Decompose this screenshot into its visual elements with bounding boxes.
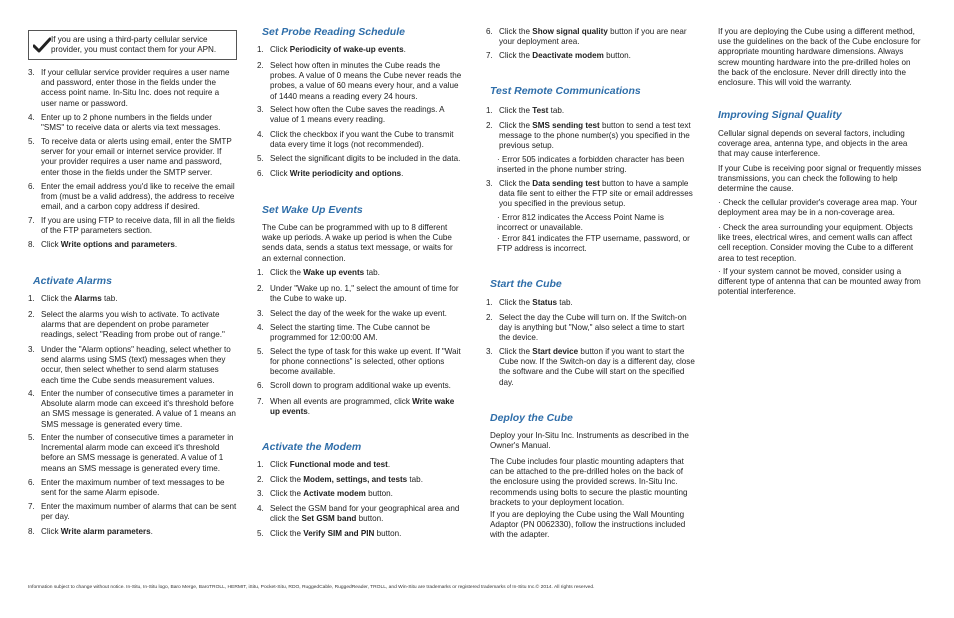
error-note: · Error 841 indicates the FTP username, password, or FTP address is incorrect. — [497, 234, 690, 254]
section-heading-alarms: Activate Alarms — [33, 275, 112, 287]
checkmark-icon — [33, 37, 51, 53]
paragraph: Deploy your In-Situ Inc. Instruments as described in the Owner's Manual. — [490, 431, 689, 451]
paragraph: If you are deploying the Cube using a different method, use the guidelines on the back of the Cube enclosure for appropriate mounting hardware dimensions. Always screw mounting hardware into the pre-drilled holes on the back of the enclosure. Never drill directly into the enclosure. This will void the warranty. — [718, 27, 921, 88]
paragraph: If your Cube is receiving poor signal or frequently misses transmissions, you can check the following to help determine the cause. — [718, 164, 922, 194]
error-note: · Error 505 indicates a forbidden character has been inserted in the phone number string. — [497, 155, 685, 175]
error-note: · Error 812 indicates the Access Point Name is incorrect or unavailable. — [497, 213, 664, 233]
paragraph: · Check the area surrounding your equipment. Objects like trees, electrical wires, and cement walls can affect cell reception. Consider moving the Cube to a different area to test reception. — [718, 223, 914, 263]
paragraph: · Check the cellular provider's coverage area map. Your deployment area may be in a non-coverage area. — [718, 198, 918, 218]
section-heading-start: Start the Cube — [490, 278, 562, 290]
wake-intro: The Cube can be programmed with up to 8 different wake up periods. A wake up period is when the Cube sends data, sends a status text message, or waits for an external connection. — [262, 223, 453, 263]
note-box — [28, 30, 237, 60]
section-heading-test: Test Remote Communications — [490, 85, 641, 97]
section-heading-signal: Improving Signal Quality — [718, 109, 842, 121]
section-heading-modem: Activate the Modem — [262, 441, 362, 453]
paragraph: The Cube includes four plastic mounting adapters that can be attached to the pre-drilled holes on the back of the enclosure using the provided screws. In-Situ Inc. recommends using bolts to secure the plastic mounting brackets to your deployment location. — [490, 457, 688, 507]
section-heading-deploy: Deploy the Cube — [490, 412, 573, 424]
section-heading-probe: Set Probe Reading Schedule — [262, 26, 405, 38]
note-text: If you are using a third-party cellular service provider, you must contact them for your APN. — [51, 35, 217, 55]
footer-legal: Information subject to change without notice. In-Situ, In-Situ logo, Baro Merge, BaroTROLL, HERMIT, iSitu, Pocket-Situ, RDO, RuggedCable, RuggedReader, TROLL, and Win-Situ are trademarks or registered trademarks of In-Situ Inc.© 2014. All rights reserved. — [28, 585, 595, 590]
paragraph: If you are deploying the Cube using the Wall Mounting Adaptor (PN 0062330), follow the instructions included with the adapter. — [490, 510, 686, 540]
paragraph: Cellular signal depends on several factors, including coverage area, antenna type, and objects in the area that may cause interference. — [718, 129, 908, 159]
section-heading-wake: Set Wake Up Events — [262, 204, 363, 216]
paragraph: · If your system cannot be moved, consider using a different type of antenna that can be mounted away from potential interference. — [718, 267, 921, 297]
